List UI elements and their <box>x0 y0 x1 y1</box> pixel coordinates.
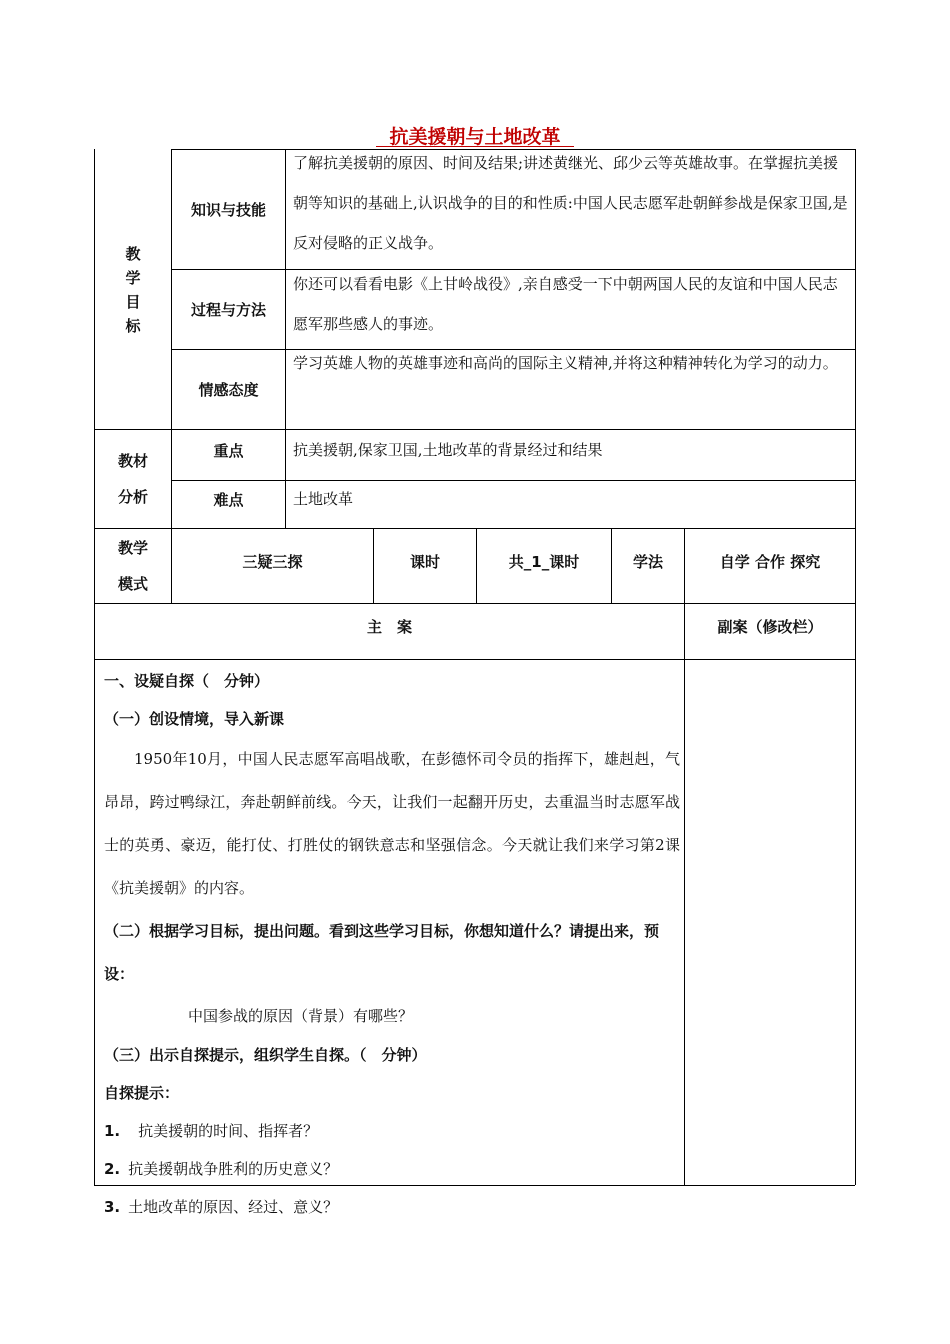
key-point-text: 抗美援朝,保家卫国,土地改革的背景经过和结果 <box>293 441 603 459</box>
hint-item <box>104 1150 680 1188</box>
preset-question: 中国参战的原因（背景）有哪些？ <box>188 1007 414 1025</box>
subsection-heading: （二）根据学习目标，提出问题。看到这些学习目标，你想知道什么？请提出来，预设： <box>104 922 660 983</box>
table-line <box>94 528 855 529</box>
objectives-label-char: 学 <box>125 268 141 287</box>
attitude-label: 情感态度 <box>198 381 259 399</box>
main-plan-content <box>104 662 680 1226</box>
intro-paragraph: 1950年10月，中国人民志愿军高唱战歌，在彭德怀司令员的指挥下，雄赳赳，气昂昂，跨过鸭绿江，奔赴朝鲜前线。今天，让我们一起翻开历史，去重温当时志愿军战士的英勇、豪迈，能打仗、打胜仗的钢铁意志和坚强信念。今天就让我们来学习第2课《抗美援朝》的内容。 <box>104 750 680 897</box>
process-method-text: 你还可以看看电影《上甘岭战役》,亲自感受一下中朝两国人民的友谊和中国人民志愿军那些感人的事迹。 <box>293 275 838 333</box>
objectives-label-char: 目 <box>125 292 141 311</box>
material-label-line: 分析 <box>117 488 148 506</box>
hint-number: 2. <box>104 1160 121 1178</box>
objectives-label-char: 标 <box>125 316 141 335</box>
difficult-point-label: 难点 <box>213 490 244 509</box>
section-heading: 一、设疑自探（ 分钟） <box>104 672 270 690</box>
process-method-label: 过程与方法 <box>190 301 266 319</box>
knowledge-skill-label: 知识与技能 <box>190 201 266 219</box>
key-point-label: 重点 <box>213 441 244 460</box>
table-line <box>94 659 855 660</box>
period-label: 课时 <box>409 552 440 571</box>
hint-text: 抗美援朝战争胜利的历史意义？ <box>128 1160 339 1178</box>
mode-value: 三疑三探 <box>242 552 303 571</box>
table-line <box>285 149 286 528</box>
objectives-label-char: 教 <box>125 244 141 263</box>
hint-item <box>104 1112 680 1150</box>
difficult-point-text: 土地改革 <box>293 490 354 508</box>
table-line <box>855 149 856 1185</box>
hint-number: 3. <box>104 1198 121 1216</box>
hint-number: 1. <box>104 1122 121 1140</box>
attitude-text: 学习英雄人物的英雄事迹和高尚的国际主义精神,并将这种精神转化为学习的动力。 <box>293 354 838 372</box>
hint-label: 自探提示： <box>104 1084 180 1102</box>
mode-label-line: 教学 <box>117 539 148 557</box>
main-plan-header: 主 案 <box>366 618 412 636</box>
document-title: 抗美援朝与土地改革 <box>389 126 561 148</box>
hint-item <box>104 1188 680 1226</box>
hint-text: 抗美援朝的时间、指挥者？ <box>138 1122 319 1140</box>
method-value: 自学 合作 探究 <box>719 552 821 571</box>
knowledge-skill-text: 了解抗美援朝的原因、时间及结果;讲述黄继光、邱少云等英雄故事。在掌握抗美援朝等知识的基础上,认识战争的目的和性质:中国人民志愿军赴朝鲜参战是保家卫国,是反对侵略的正义战争。 <box>293 154 848 252</box>
mode-label-line: 模式 <box>117 575 148 593</box>
side-plan-header: 副案（修改栏） <box>717 618 823 636</box>
objectives-label <box>95 150 171 429</box>
mode-label <box>95 529 171 603</box>
method-label: 学法 <box>632 552 663 571</box>
period-value: 共_1_课时 <box>508 552 580 571</box>
material-label <box>95 430 171 528</box>
subsection-heading: （一）创设情境，导入新课 <box>104 710 285 728</box>
hint-text: 土地改革的原因、经过、意义？ <box>128 1198 339 1216</box>
subsection-heading: （三）出示自探提示，组织学生自探。（ 分钟） <box>104 1046 427 1064</box>
material-label-line: 教材 <box>117 452 148 470</box>
